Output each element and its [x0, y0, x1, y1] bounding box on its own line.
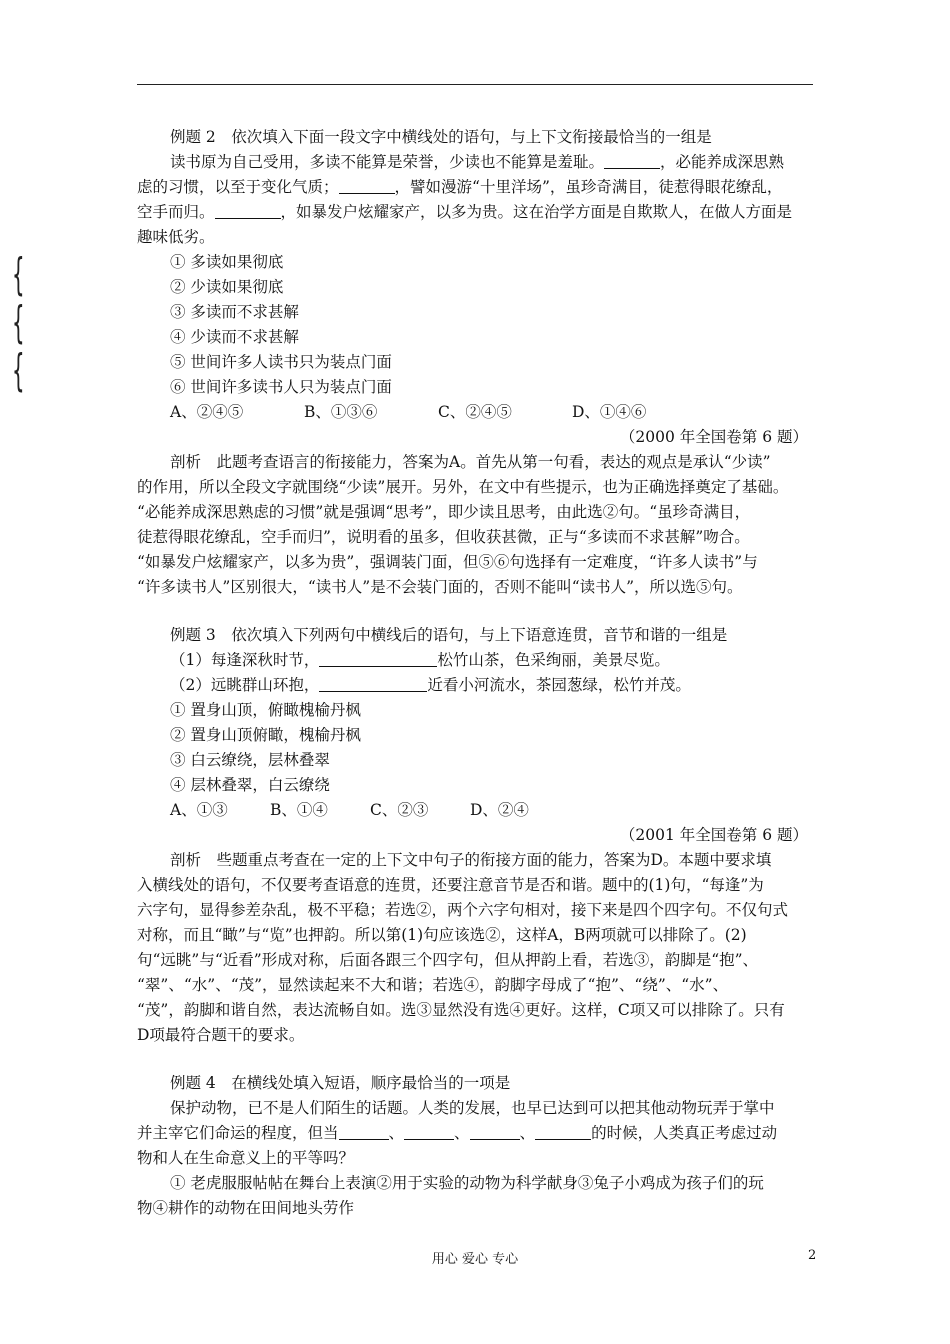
example2-analysis-line: “许多读书人”区别很大，“读书人”是不会装门面的，否则不能叫“读书人”，所以选⑤句。: [137, 578, 743, 596]
option-c: C、②③: [370, 801, 429, 819]
example3-analysis-line: 对称，而且“瞰”与“览”也押韵。所以第(1)句应该选②，这样A，B两项就可以排除了。(2): [137, 926, 747, 944]
fill-blank: [339, 1123, 389, 1140]
option-b: B、①④: [270, 801, 328, 819]
example2-text: 虑的习惯，以至于变化气质； ，譬如漫游“十里洋场”，虽珍奇满目，徒惹得眼花缭乱，: [137, 178, 783, 196]
example4-text: 保护动物，已不是人们陌生的话题。人类的发展，也早已达到可以把其他动物玩弄于掌中: [170, 1099, 775, 1117]
example2-text: 读书原为自己受用，多读不能算是荣誉，少读也不能算是羞耻。 ，必能养成深思熟: [170, 153, 785, 171]
example2-analysis-line: 的作用，所以全段文字就围绕“少读”展开。另外，在文中有些提示，也为正确选择奠定了基础。: [137, 478, 789, 496]
example3-analysis-line: “翠”、“水”、“茂”，显然读起来不大和谐；若选④，韵脚字母成了“抱”、“绕”、“水”、: [137, 976, 729, 994]
example2-item: ① 多读如果彻底: [170, 253, 284, 271]
example2-source: （2000 年全国卷第 6 题）: [619, 428, 808, 446]
brace-mark: {: [12, 297, 25, 348]
example3-options: [170, 798, 529, 823]
example3-analysis-line: “茂”，韵脚和谐自然，表达流畅自如。选③显然没有选④更好。这样，C项又可以排除了。只有: [137, 1001, 785, 1019]
example2-item: ④ 少读而不求甚解: [170, 328, 299, 346]
page-footer: 用心 爱心 专心: [431, 1252, 519, 1267]
option-a: A、①③: [170, 801, 228, 819]
example3-analysis-line: D项最符合题干的要求。: [137, 1026, 305, 1044]
fill-blank: [404, 1123, 454, 1140]
fill-blank: [339, 177, 395, 194]
option-d: D、②④: [470, 801, 529, 819]
example3-analysis-line: 剖析 些题重点考查在一定的上下文中句子的衔接方面的能力，答案为D。本题中要求填: [170, 851, 772, 869]
fill-blank: [470, 1123, 520, 1140]
fill-blank: [604, 152, 660, 169]
example4-items: ① 老虎服服帖帖在舞台上表演②用于实验的动物为科学献身③兔子小鸡成为孩子们的玩: [170, 1174, 764, 1192]
fill-blank: [535, 1123, 591, 1140]
header-rule: [137, 84, 813, 85]
fill-blank: [319, 650, 437, 667]
example2-text: 趣味低劣。: [137, 228, 215, 246]
example3-item: ② 置身山顶俯瞰，槐榆丹枫: [170, 726, 361, 744]
example3-analysis-line: 句“远眺”与“近看”形成对称，后面各跟三个四字句，但从押韵上看，若选③，韵脚是“抱”、: [137, 951, 759, 969]
example3-title: 例题 3 依次填入下列两句中横线后的语句，与上下语意连贯，音节和谐的一组是: [170, 626, 728, 644]
example3-analysis-line: 入横线处的语句，不仅要考查语意的连贯，还要注意音节是否和谐。题中的(1)句，“每逢”为: [137, 876, 764, 894]
option-b: B、①③⑥: [304, 403, 378, 421]
brace-mark: {: [12, 345, 25, 396]
option-c: C、②④⑤: [438, 403, 512, 421]
example4-title: 例题 4 在横线处填入短语，顺序最恰当的一项是: [170, 1074, 511, 1092]
example3-analysis-line: 六字句，显得参差杂乱，极不平稳；若选②，两个六字句相对，接下来是四个四字句。不仅句式: [137, 901, 789, 919]
example2-item: ③ 多读而不求甚解: [170, 303, 299, 321]
example2-analysis-line: “如暴发户炫耀家产，以多为贵”，强调装门面，但⑤⑥句选择有一定难度，“许多人读书”与: [137, 553, 758, 571]
example2-options: [170, 400, 646, 425]
example2-text: 空手而归。 ，如暴发户炫耀家产，以多为贵。这在治学方面是自欺欺人，在做人方面是: [137, 203, 793, 221]
example4-items: 物④耕作的动物在田间地头劳作: [137, 1199, 355, 1217]
example3-item: ④ 层林叠翠，白云缭绕: [170, 776, 330, 794]
example4-text: 物和人在生命意义上的平等吗？: [137, 1149, 355, 1167]
brace-mark: {: [12, 249, 25, 300]
example2-analysis-line: 徒惹得眼花缭乱，空手而归”，说明看的虽多，但收获甚微，正与“多读而不求甚解”吻合。: [137, 528, 750, 546]
example4-text: 并主宰它们命运的程度，但当 、 、 、 的时候，人类真正考虑过动: [137, 1124, 778, 1142]
example3-sentence-1: （1）每逢深秋时节， 松竹山茶，色采绚丽，美景尽览。: [170, 651, 670, 669]
example3-sentence-2: （2）远眺群山环抱， 近看小河流水，茶园葱绿，松竹并茂。: [170, 676, 691, 694]
option-d: D、①④⑥: [572, 403, 647, 421]
fill-blank: [319, 675, 427, 692]
option-a: A、②④⑤: [170, 403, 244, 421]
fill-blank: [215, 202, 281, 219]
example2-item: ⑥ 世间许多读书人只为装点门面: [170, 378, 392, 396]
example3-source: （2001 年全国卷第 6 题）: [619, 826, 808, 844]
example2-analysis-line: “必能养成深思熟虑的习惯”就是强调“思考”，即少读且思考，由此选②句。“虽珍奇满目，: [137, 503, 751, 521]
example2-analysis-line: 剖析 此题考查语言的衔接能力，答案为A。首先从第一句看，表达的观点是承认“少读”: [170, 453, 771, 471]
example2-title: 例题 2 依次填入下面一段文字中横线处的语句，与上下文衔接最恰当的一组是: [170, 128, 712, 146]
page-number: 2: [808, 1248, 817, 1263]
example2-item: ⑤ 世间许多人读书只为装点门面: [170, 353, 392, 371]
example3-item: ① 置身山顶，俯瞰槐榆丹枫: [170, 701, 361, 719]
example2-item: ② 少读如果彻底: [170, 278, 284, 296]
example3-item: ③ 白云缭绕，层林叠翠: [170, 751, 330, 769]
